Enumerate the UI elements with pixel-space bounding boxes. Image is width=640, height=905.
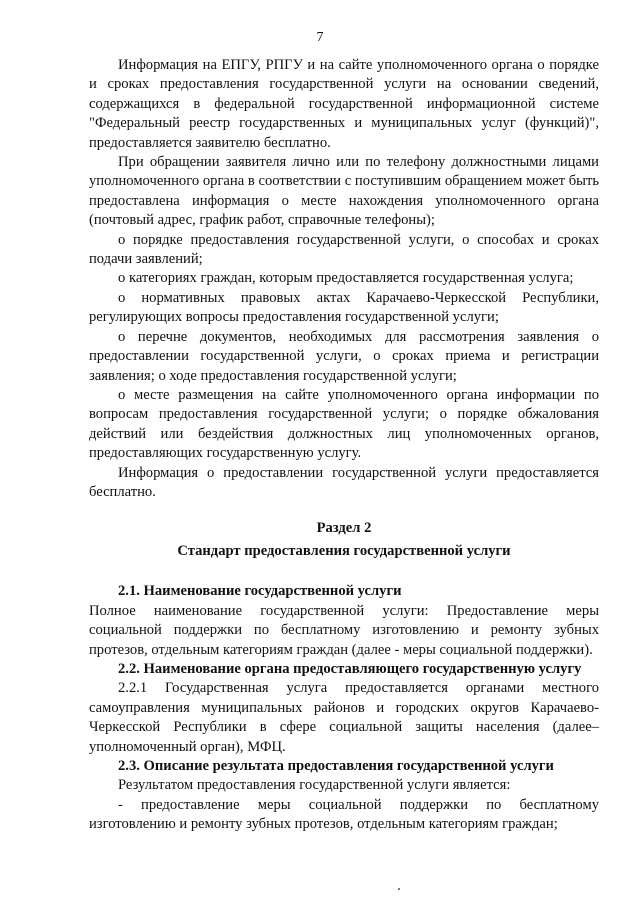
document-body: [89, 56, 599, 835]
paragraph: о категориях граждан, которым предоставляется государственная услуга;: [118, 270, 574, 287]
scan-speck: [398, 888, 400, 890]
section-label: Раздел 2: [316, 520, 372, 537]
paragraph: Информация на ЕПГУ, РПГУ и на сайте уполномоченного органа о порядке и сроках предоставления государственной услуги на основании сведений, содержащихся в федеральной государственной информационной системе "Федеральный реестр государственных и муниципальных услуг (функций)", предоставляется заявителю бесплатно.: [89, 57, 599, 151]
paragraph: Информация о предоставлении государственной услуги предоставляется бесплатно.: [89, 464, 599, 500]
paragraph: При обращении заявителя лично или по телефону должностными лицами уполномоченного органа в соответствии с поступившим обращением может быть предоставлена информация о месте нахождения уполномоченного органа (почтовый адрес, график работ, справочные телефоны);: [89, 154, 599, 229]
paragraph: 2.2.1 Государственная услуга предоставляется органами местного самоуправления муниципальных районов и городских округов Карачаево-Черкесской Республики в сфере социальной защиты населения (далее– уполномоченный орган), МФЦ.: [89, 680, 599, 755]
paragraph: - предоставление меры социальной поддержки по бесплатному изготовлению и ремонту зубных протезов, отдельным категориям граждан;: [89, 796, 599, 833]
subsection-heading: 2.2. Наименование органа предоставляющего государственную услугу: [118, 660, 582, 677]
page-number: 7: [316, 30, 324, 45]
section-title: Стандарт предоставления государственной услуги: [177, 543, 511, 560]
subsection-heading: 2.1. Наименование государственной услуги: [118, 583, 402, 600]
paragraph: о месте размещения на сайте уполномоченного органа информации по вопросам предоставления государственной услуги; о порядке обжалования действий или бездействия должностных лиц уполномоченных органов, предоставляющих государственную услугу.: [89, 386, 599, 462]
paragraph: Результатом предоставления государственной услуги является:: [118, 777, 511, 794]
paragraph: о перечне документов, необходимых для рассмотрения заявления о предоставлении государственной услуги, о сроках приема и регистрации заявления; о ходе предоставления государственной услуги;: [89, 328, 599, 384]
paragraph: о нормативных правовых актах Карачаево-Черкесской Республики, регулирующих вопросы предоставления государственной услуги;: [89, 289, 599, 326]
paragraph: о порядке предоставления государственной услуги, о способах и сроках подачи заявлений;: [89, 231, 599, 268]
subsection-heading: 2.3. Описание результата предоставления государственной услуги: [118, 758, 554, 774]
paragraph: Полное наименование государственной услуги: Предоставление меры социальной поддержки по бесплатному изготовлению и ремонту зубных протезов, отдельным категориям граждан (далее - меры социальной поддержки).: [89, 602, 599, 658]
